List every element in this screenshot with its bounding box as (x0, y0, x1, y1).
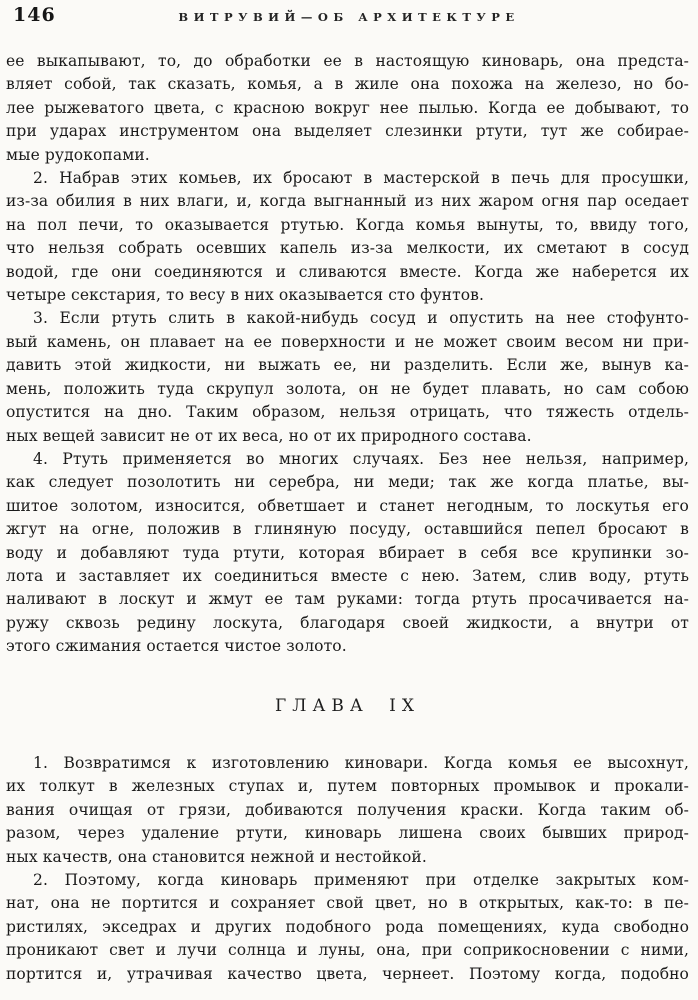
paragraph (6, 307, 689, 447)
text-line: наливают в лоскут и жмут ее там руками: тогда ртуть просачивается на- (6, 590, 689, 609)
paragraph (6, 167, 689, 307)
text-line: шитое золотом, износится, обветшает и станет негодным, то лоскутья его (6, 496, 689, 515)
text-line: давить этой жидкости, ни выжать ее, ни разделить. Если же, вынув ка- (6, 356, 689, 375)
text-line: ее выкапывают, то, до обработки ее в настоящую киноварь, она предста- (6, 52, 689, 70)
text-line: воду и добавляют туда ртути, которая вбирает в себя все крупинки зо- (6, 543, 689, 562)
paragraph (6, 752, 689, 869)
running-title: ВИТРУВИЙ—ОБ АРХИТЕКТУРЕ (178, 10, 520, 24)
text-line: 2. Поэтому, когда киноварь применяют при отделке закрытых ком- (33, 871, 689, 889)
text-line: вый камень, он плавает на ее поверхности и не может своим весом ни при- (6, 332, 689, 351)
text-line: 4. Ртуть применяется во многих случаях. Без нее нельзя, например, (33, 449, 689, 468)
paragraph (6, 50, 689, 167)
text-line: лота и заставляет их соединиться вместе с нею. Затем, слив воду, ртуть (6, 566, 689, 585)
text-line: проникают свет и лучи солнца и луны, она, при соприкосновении с ними, (6, 941, 689, 960)
text-line: этого сжимания остается чистое золото. (6, 637, 347, 656)
text-line: лее рыжеватого цвета, с красною вокруг нее пылью. Когда ее добывают, то (6, 98, 689, 117)
text-line: ристилях, экседрах и других подобного рода помещениях, куда свободно (6, 917, 689, 936)
text-line: 1. Возвратимся к изготовлению киновари. Когда комья ее высохнут, (33, 753, 689, 772)
text-line: портится и, утрачивая качество цвета, чернеет. Поэтому когда, подобно (6, 964, 689, 983)
page-number: 146 (13, 4, 56, 26)
chapter-heading: ГЛАВА IX (275, 695, 420, 716)
text-line: ружу сквозь редину лоскута, благодаря своей жидкости, а внутри от (6, 613, 689, 632)
text-line: опустится на дно. Таким образом, нельзя отрицать, что тяжесть отдель- (6, 403, 689, 422)
text-line: жгут на огне, положив в глиняную посуду, оставшийся пепел бросают в (6, 520, 689, 539)
text-line: разом, через удаление ртути, киноварь лишена своих бывших природ- (6, 824, 689, 843)
text-line: мень, положить туда скрупул золота, он не будет плавать, но сам собою (6, 379, 689, 398)
running-head (0, 0, 698, 34)
text-line: их толкут в железных ступах и, путем повторных промывок и прокали- (6, 777, 689, 796)
text-line: как следует позолотить ни серебра, ни меди; так же когда платье, вы- (6, 473, 689, 492)
paragraph (6, 448, 689, 659)
text-line: из-за обилия в них влаги, и, когда выгнанный из них жаром огня пар оседает (6, 192, 689, 211)
text-line: мые рудокопами. (6, 145, 150, 164)
paragraph (6, 869, 689, 986)
text-line: водой, где они соединяются и сливаются вместе. Когда же наберется их (6, 262, 689, 281)
text-line: нат, она не портится и сохраняет свой цвет, но в открытых, как-то: в пе- (6, 894, 689, 913)
text-line: вания очищая от грязи, добиваются получения краски. Когда таким об- (6, 800, 689, 819)
text-line: ных качеств, она становится нежной и нестойкой. (6, 847, 427, 866)
text-line: при ударах инструментом она выделяет слезинки ртути, тут же собирае- (6, 122, 689, 141)
page-body (0, 50, 698, 1000)
text-line: ных вещей зависит не от их веса, но от их природного состава. (6, 426, 532, 445)
text-line: вляет собой, так сказать, комья, а в жиле она похожа на железо, но бо- (6, 75, 689, 94)
text-line: на пол печи, то оказывается ртутью. Когда комья вынуты, то, ввиду того, (6, 215, 689, 234)
text-line: 3. Если ртуть слить в какой-нибудь сосуд и опустить на нее стофунто- (33, 309, 689, 328)
text-line: четыре секстария, то весу в них оказывается сто фунтов. (6, 286, 485, 305)
text-line: 2. Набрав этих комьев, их бросают в мастерской в печь для просушки, (33, 169, 689, 188)
text-line: что нельзя собрать осевших капель из-за мелкости, их сметают в сосуд (6, 239, 689, 258)
